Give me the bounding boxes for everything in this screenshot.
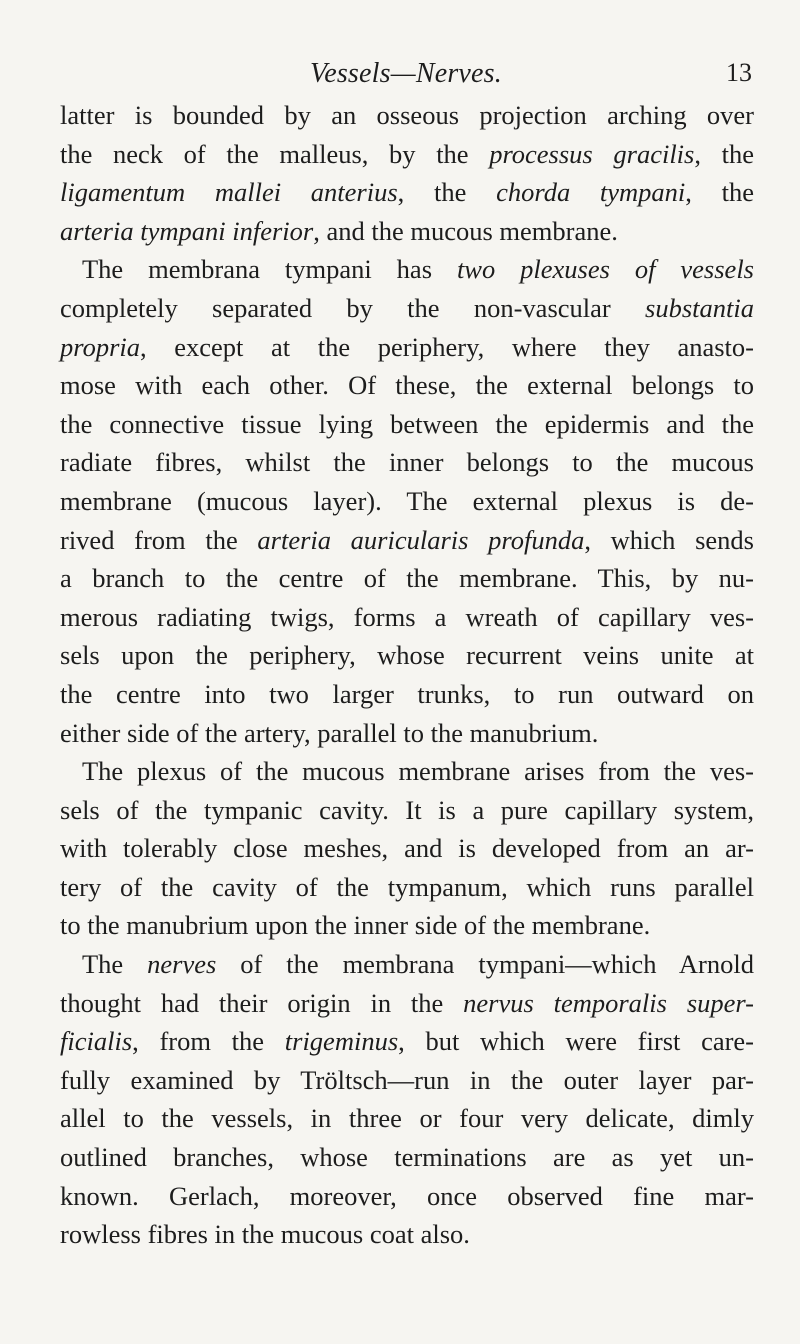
text-line bbox=[60, 289, 754, 328]
text-line bbox=[60, 945, 754, 984]
text-run: arteria auricularis profunda bbox=[257, 524, 585, 555]
text-run: nervus temporalis super- bbox=[463, 987, 754, 1018]
text-run: sels upon the periphery, whose recurrent veins unite at bbox=[60, 640, 754, 671]
text-line bbox=[60, 1061, 754, 1100]
text-run: substantia bbox=[645, 292, 754, 323]
text-line bbox=[60, 598, 754, 637]
text-run: membrane (mucous layer). The external plexus is de- bbox=[60, 485, 754, 516]
text-line bbox=[60, 636, 754, 675]
text-run: nerves bbox=[147, 949, 217, 980]
text-run: allel to the vessels, in three or four very delicate, dimly bbox=[60, 1103, 754, 1134]
text-run: rowless fibres in the mucous coat also. bbox=[60, 1219, 470, 1250]
text-line bbox=[60, 366, 754, 405]
text-line bbox=[60, 405, 754, 444]
text-run: , from the bbox=[132, 1026, 285, 1057]
text-run: trigeminus bbox=[284, 1026, 399, 1057]
text-run: thought had their origin in the bbox=[60, 987, 464, 1018]
text-run: the neck of the malleus, by the bbox=[60, 138, 490, 169]
text-run: ligamentum mallei anterius bbox=[60, 177, 398, 208]
text-line bbox=[60, 173, 754, 212]
text-line bbox=[60, 1138, 754, 1177]
text-line bbox=[60, 482, 754, 521]
running-head bbox=[60, 58, 752, 94]
text-run: , the bbox=[685, 177, 755, 208]
text-run: of the membrana tympani—which Arnold bbox=[216, 949, 754, 980]
text-line bbox=[60, 1215, 754, 1254]
text-line bbox=[60, 212, 754, 251]
text-line bbox=[60, 135, 754, 174]
page-number: 13 bbox=[726, 58, 752, 87]
text-run: latter is bounded by an osseous projection arching over bbox=[60, 100, 754, 130]
text-run: tery of the cavity of the tympanum, which runs parallel bbox=[60, 871, 754, 902]
text-run: The bbox=[82, 949, 148, 980]
text-line bbox=[60, 1177, 754, 1216]
text-line bbox=[60, 829, 754, 868]
text-line bbox=[60, 1099, 754, 1138]
text-line bbox=[60, 1022, 754, 1061]
text-run: , which sends bbox=[584, 524, 754, 555]
text-run: , except at the periphery, where they anasto- bbox=[140, 331, 754, 362]
text-run: radiate fibres, whilst the inner belongs to the mucous bbox=[60, 447, 754, 478]
text-run: outlined branches, whose terminations are as yet un- bbox=[60, 1142, 754, 1173]
text-run: the centre into two larger trunks, to run outward on bbox=[60, 678, 754, 709]
text-run: mose with each other. Of these, the external belongs to bbox=[60, 370, 754, 401]
text-line bbox=[60, 96, 754, 135]
text-line bbox=[60, 984, 754, 1023]
text-run: arteria tympani inferior bbox=[60, 215, 314, 246]
text-run: ficialis bbox=[60, 1026, 133, 1057]
text-run: rived from the bbox=[60, 524, 258, 555]
running-title: Vessels—Nerves. bbox=[310, 58, 502, 89]
text-line bbox=[60, 906, 754, 945]
text-run: merous radiating twigs, forms a wreath of capillary ves- bbox=[60, 601, 754, 632]
text-line bbox=[60, 791, 754, 830]
text-run: to the manubrium upon the inner side of the membrane. bbox=[60, 910, 651, 941]
text-run: known. Gerlach, moreover, once observed fine mar- bbox=[60, 1180, 754, 1211]
text-run: sels of the tympanic cavity. It is a pure capillary system, bbox=[60, 794, 754, 825]
text-run: two plexuses of vessels bbox=[456, 254, 754, 285]
text-run: chorda tympani bbox=[496, 177, 686, 208]
text-line bbox=[60, 328, 754, 367]
text-line bbox=[60, 443, 754, 482]
text-line bbox=[60, 714, 754, 753]
body-text bbox=[60, 96, 754, 1254]
text-line bbox=[60, 675, 754, 714]
text-line bbox=[60, 752, 754, 791]
text-run: fully examined by Tröltsch—run in the outer layer par- bbox=[60, 1064, 754, 1095]
text-run: , and the mucous membrane. bbox=[313, 215, 618, 246]
text-run: propria bbox=[60, 331, 141, 362]
text-run: the connective tissue lying between the epidermis and the bbox=[60, 408, 754, 439]
text-run: , the bbox=[397, 177, 497, 208]
text-run: The plexus of the mucous membrane arises from the ves- bbox=[82, 756, 754, 787]
text-line bbox=[60, 521, 754, 560]
text-run: completely separated by the non-vascular bbox=[60, 292, 646, 323]
text-run: , the bbox=[694, 138, 754, 169]
text-line bbox=[60, 559, 754, 598]
text-run: The membrana tympani has bbox=[82, 254, 457, 285]
text-run: processus gracilis bbox=[489, 138, 695, 169]
text-run: either side of the artery, parallel to the manubrium. bbox=[60, 717, 599, 748]
text-run: , but which were first care- bbox=[398, 1026, 755, 1057]
text-run: a branch to the centre of the membrane. This, by nu- bbox=[60, 563, 754, 594]
text-line bbox=[60, 250, 754, 289]
text-line bbox=[60, 868, 754, 907]
text-run: with tolerably close meshes, and is developed from an ar- bbox=[60, 833, 754, 864]
